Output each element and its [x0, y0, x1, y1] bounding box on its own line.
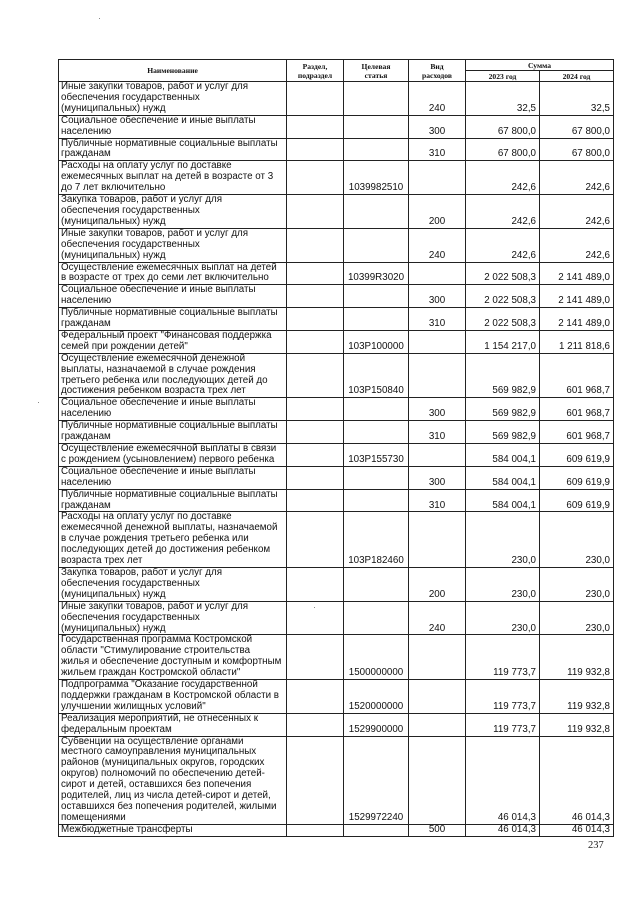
row-target — [344, 567, 409, 601]
row-name: Подпрограмма "Оказание государственной поддержки гражданам в Костромской области в улучшении жилищных условий" — [59, 680, 287, 714]
header-year-2023: 2023 год — [466, 71, 540, 82]
row-type: 310 — [409, 308, 466, 331]
row-sum-2023: 67 800,0 — [466, 138, 540, 161]
row-sum-2023: 242,6 — [466, 161, 540, 195]
table-row — [59, 444, 614, 467]
row-type — [409, 353, 466, 398]
row-name: Социальное обеспечение и иные выплаты населению — [59, 115, 287, 138]
table-row — [59, 330, 614, 353]
table-row — [59, 680, 614, 714]
row-type: 240 — [409, 601, 466, 635]
row-sum-2024: 67 800,0 — [540, 138, 614, 161]
row-sum-2023: 569 982,9 — [466, 398, 540, 421]
row-section — [287, 195, 344, 229]
row-section — [287, 262, 344, 285]
row-target: 1529972240 — [344, 736, 409, 824]
row-type: 200 — [409, 567, 466, 601]
row-sum-2024: 119 932,8 — [540, 635, 614, 680]
row-target: 10399R3020 — [344, 262, 409, 285]
table-row — [59, 115, 614, 138]
row-target — [344, 195, 409, 229]
row-section — [287, 398, 344, 421]
row-sum-2024: 46 014,3 — [540, 736, 614, 824]
row-target — [344, 489, 409, 512]
row-section — [287, 567, 344, 601]
row-sum-2023: 46 014,3 — [466, 824, 540, 836]
row-sum-2024: 119 932,8 — [540, 713, 614, 736]
row-sum-2023: 119 773,7 — [466, 713, 540, 736]
row-target: 103P150840 — [344, 353, 409, 398]
row-sum-2024: 609 619,9 — [540, 489, 614, 512]
table-row — [59, 161, 614, 195]
row-target — [344, 82, 409, 116]
row-section — [287, 115, 344, 138]
row-sum-2023: 242,6 — [466, 228, 540, 262]
row-sum-2024: 230,0 — [540, 567, 614, 601]
row-sum-2023: 584 004,1 — [466, 444, 540, 467]
table-row — [59, 138, 614, 161]
row-section — [287, 713, 344, 736]
row-sum-2024: 609 619,9 — [540, 466, 614, 489]
row-sum-2023: 46 014,3 — [466, 736, 540, 824]
row-target: 1520000000 — [344, 680, 409, 714]
row-name: Закупка товаров, работ и услуг для обеспечения государственных (муниципальных) нужд — [59, 567, 287, 601]
row-sum-2023: 230,0 — [466, 601, 540, 635]
row-sum-2024: 2 141 489,0 — [540, 308, 614, 331]
row-sum-2023: 67 800,0 — [466, 115, 540, 138]
row-target — [344, 285, 409, 308]
row-name: Публичные нормативные социальные выплаты гражданам — [59, 489, 287, 512]
header-name: Наименование — [59, 60, 287, 82]
row-type — [409, 713, 466, 736]
header-year-2024: 2024 год — [540, 71, 614, 82]
row-sum-2024: 230,0 — [540, 512, 614, 568]
row-type: 300 — [409, 466, 466, 489]
table-row — [59, 285, 614, 308]
row-target — [344, 601, 409, 635]
row-sum-2024: 2 141 489,0 — [540, 262, 614, 285]
row-type — [409, 635, 466, 680]
header-section: Раздел, подраздел — [287, 60, 344, 82]
row-type: 300 — [409, 115, 466, 138]
row-sum-2023: 584 004,1 — [466, 466, 540, 489]
row-target: 103P155730 — [344, 444, 409, 467]
row-sum-2024: 2 141 489,0 — [540, 285, 614, 308]
table-row — [59, 635, 614, 680]
row-type — [409, 161, 466, 195]
budget-table — [58, 59, 614, 837]
row-sum-2024: 601 968,7 — [540, 353, 614, 398]
row-name: Расходы на оплату услуг по доставке ежемесячных выплат на детей в возрасте от 3 до 7 лет включительно — [59, 161, 287, 195]
row-target — [344, 398, 409, 421]
row-target — [344, 228, 409, 262]
row-target — [344, 115, 409, 138]
row-sum-2023: 569 982,9 — [466, 421, 540, 444]
row-type: 240 — [409, 228, 466, 262]
table-row — [59, 228, 614, 262]
row-sum-2023: 119 773,7 — [466, 680, 540, 714]
row-sum-2024: 32,5 — [540, 82, 614, 116]
row-section — [287, 680, 344, 714]
row-section — [287, 601, 344, 635]
row-target: 1529900000 — [344, 713, 409, 736]
row-section — [287, 82, 344, 116]
header-target: Целевая статья — [344, 60, 409, 82]
row-name: Иные закупки товаров, работ и услуг для обеспечения государственных (муниципальных) нужд — [59, 601, 287, 635]
row-sum-2023: 569 982,9 — [466, 353, 540, 398]
row-name: Закупка товаров, работ и услуг для обеспечения государственных (муниципальных) нужд — [59, 195, 287, 229]
row-name: Иные закупки товаров, работ и услуг для обеспечения государственных (муниципальных) нужд — [59, 228, 287, 262]
row-section — [287, 353, 344, 398]
row-target — [344, 466, 409, 489]
row-target — [344, 308, 409, 331]
table-row — [59, 421, 614, 444]
row-type: 200 — [409, 195, 466, 229]
row-name: Федеральный проект "Финансовая поддержка семей при рождении детей" — [59, 330, 287, 353]
row-sum-2023: 1 154 217,0 — [466, 330, 540, 353]
row-name: Реализация мероприятий, не отнесенных к федеральным проектам — [59, 713, 287, 736]
row-sum-2024: 601 968,7 — [540, 421, 614, 444]
row-section — [287, 635, 344, 680]
table-row — [59, 262, 614, 285]
row-sum-2024: 67 800,0 — [540, 115, 614, 138]
row-name: Публичные нормативные социальные выплаты гражданам — [59, 308, 287, 331]
row-type — [409, 680, 466, 714]
row-sum-2023: 2 022 508,3 — [466, 262, 540, 285]
row-name: Межбюджетные трансферты — [59, 824, 287, 836]
row-sum-2024: 1 211 818,6 — [540, 330, 614, 353]
header-sum: Сумма — [466, 60, 614, 71]
row-type — [409, 262, 466, 285]
row-sum-2023: 2 022 508,3 — [466, 308, 540, 331]
row-name: Социальное обеспечение и иные выплаты населению — [59, 285, 287, 308]
table-row — [59, 353, 614, 398]
row-type: 300 — [409, 285, 466, 308]
row-name: Расходы на оплату услуг по доставке ежемесячной денежной выплаты, назначаемой в случае рождения третьего ребенка или последующих детей до достижения ребенком возраста трех лет — [59, 512, 287, 568]
row-section — [287, 308, 344, 331]
row-sum-2023: 230,0 — [466, 512, 540, 568]
row-section — [287, 161, 344, 195]
row-section — [287, 824, 344, 836]
row-name: Осуществление ежемесячной выплаты в связи с рождением (усыновлением) первого ребенка — [59, 444, 287, 467]
row-sum-2024: 46 014,3 — [540, 824, 614, 836]
row-target: 1500000000 — [344, 635, 409, 680]
row-sum-2023: 584 004,1 — [466, 489, 540, 512]
row-section — [287, 512, 344, 568]
table-body — [59, 82, 614, 837]
row-section — [287, 421, 344, 444]
table-row — [59, 308, 614, 331]
row-type: 500 — [409, 824, 466, 836]
row-target — [344, 824, 409, 836]
row-sum-2023: 230,0 — [466, 567, 540, 601]
row-sum-2024: 242,6 — [540, 161, 614, 195]
row-target — [344, 138, 409, 161]
scan-speck — [99, 18, 100, 19]
row-sum-2024: 242,6 — [540, 228, 614, 262]
row-target: 103P182460 — [344, 512, 409, 568]
row-sum-2023: 2 022 508,3 — [466, 285, 540, 308]
table-row — [59, 567, 614, 601]
table-row — [59, 82, 614, 116]
page-number: 237 — [588, 840, 604, 851]
row-sum-2024: 119 932,8 — [540, 680, 614, 714]
row-name: Осуществление ежемесячной денежной выплаты, назначаемой в случае рождения третьего ребенка или последующих детей до достижения ребенком возраста трех лет — [59, 353, 287, 398]
table-row — [59, 466, 614, 489]
row-type — [409, 736, 466, 824]
row-type — [409, 444, 466, 467]
row-section — [287, 466, 344, 489]
row-name: Публичные нормативные социальные выплаты гражданам — [59, 138, 287, 161]
table-row — [59, 398, 614, 421]
header-type: Вид расходов — [409, 60, 466, 82]
row-section — [287, 736, 344, 824]
row-sum-2023: 119 773,7 — [466, 635, 540, 680]
table-row — [59, 512, 614, 568]
row-section — [287, 228, 344, 262]
row-section — [287, 444, 344, 467]
row-name: Социальное обеспечение и иные выплаты населению — [59, 398, 287, 421]
row-target: 103P100000 — [344, 330, 409, 353]
table-row — [59, 736, 614, 824]
row-sum-2023: 32,5 — [466, 82, 540, 116]
row-sum-2023: 242,6 — [466, 195, 540, 229]
row-type — [409, 330, 466, 353]
row-section — [287, 138, 344, 161]
row-type — [409, 512, 466, 568]
table-row — [59, 195, 614, 229]
row-type: 310 — [409, 138, 466, 161]
scan-speck — [38, 402, 39, 403]
row-target — [344, 421, 409, 444]
row-section — [287, 489, 344, 512]
row-name: Субвенции на осуществление органами местного самоуправления муниципальных районов (муниципальных округов, городских округов) полномочий по обеспечению детей- сирот и детей, оставшихся без попечения родителей, лиц из числа детей-сирот и детей, оставшихся без попечения родителей, жилыми помещениями — [59, 736, 287, 824]
row-sum-2024: 230,0 — [540, 601, 614, 635]
row-name: Иные закупки товаров, работ и услуг для обеспечения государственных (муниципальных) нужд — [59, 82, 287, 116]
table-row — [59, 489, 614, 512]
table-row — [59, 601, 614, 635]
row-name: Осуществление ежемесячных выплат на детей в возрасте от трех до семи лет включительно — [59, 262, 287, 285]
row-type: 300 — [409, 398, 466, 421]
row-type: 310 — [409, 489, 466, 512]
row-section — [287, 330, 344, 353]
row-type: 310 — [409, 421, 466, 444]
table-row — [59, 824, 614, 836]
row-name: Государственная программа Костромской области "Стимулирование строительства жилья и обеспечение доступным и комфортным жильем граждан Костромской области" — [59, 635, 287, 680]
row-name: Публичные нормативные социальные выплаты гражданам — [59, 421, 287, 444]
table-row — [59, 713, 614, 736]
row-sum-2024: 601 968,7 — [540, 398, 614, 421]
row-section — [287, 285, 344, 308]
row-sum-2024: 242,6 — [540, 195, 614, 229]
row-target: 1039982510 — [344, 161, 409, 195]
row-type: 240 — [409, 82, 466, 116]
row-sum-2024: 609 619,9 — [540, 444, 614, 467]
row-name: Социальное обеспечение и иные выплаты населению — [59, 466, 287, 489]
